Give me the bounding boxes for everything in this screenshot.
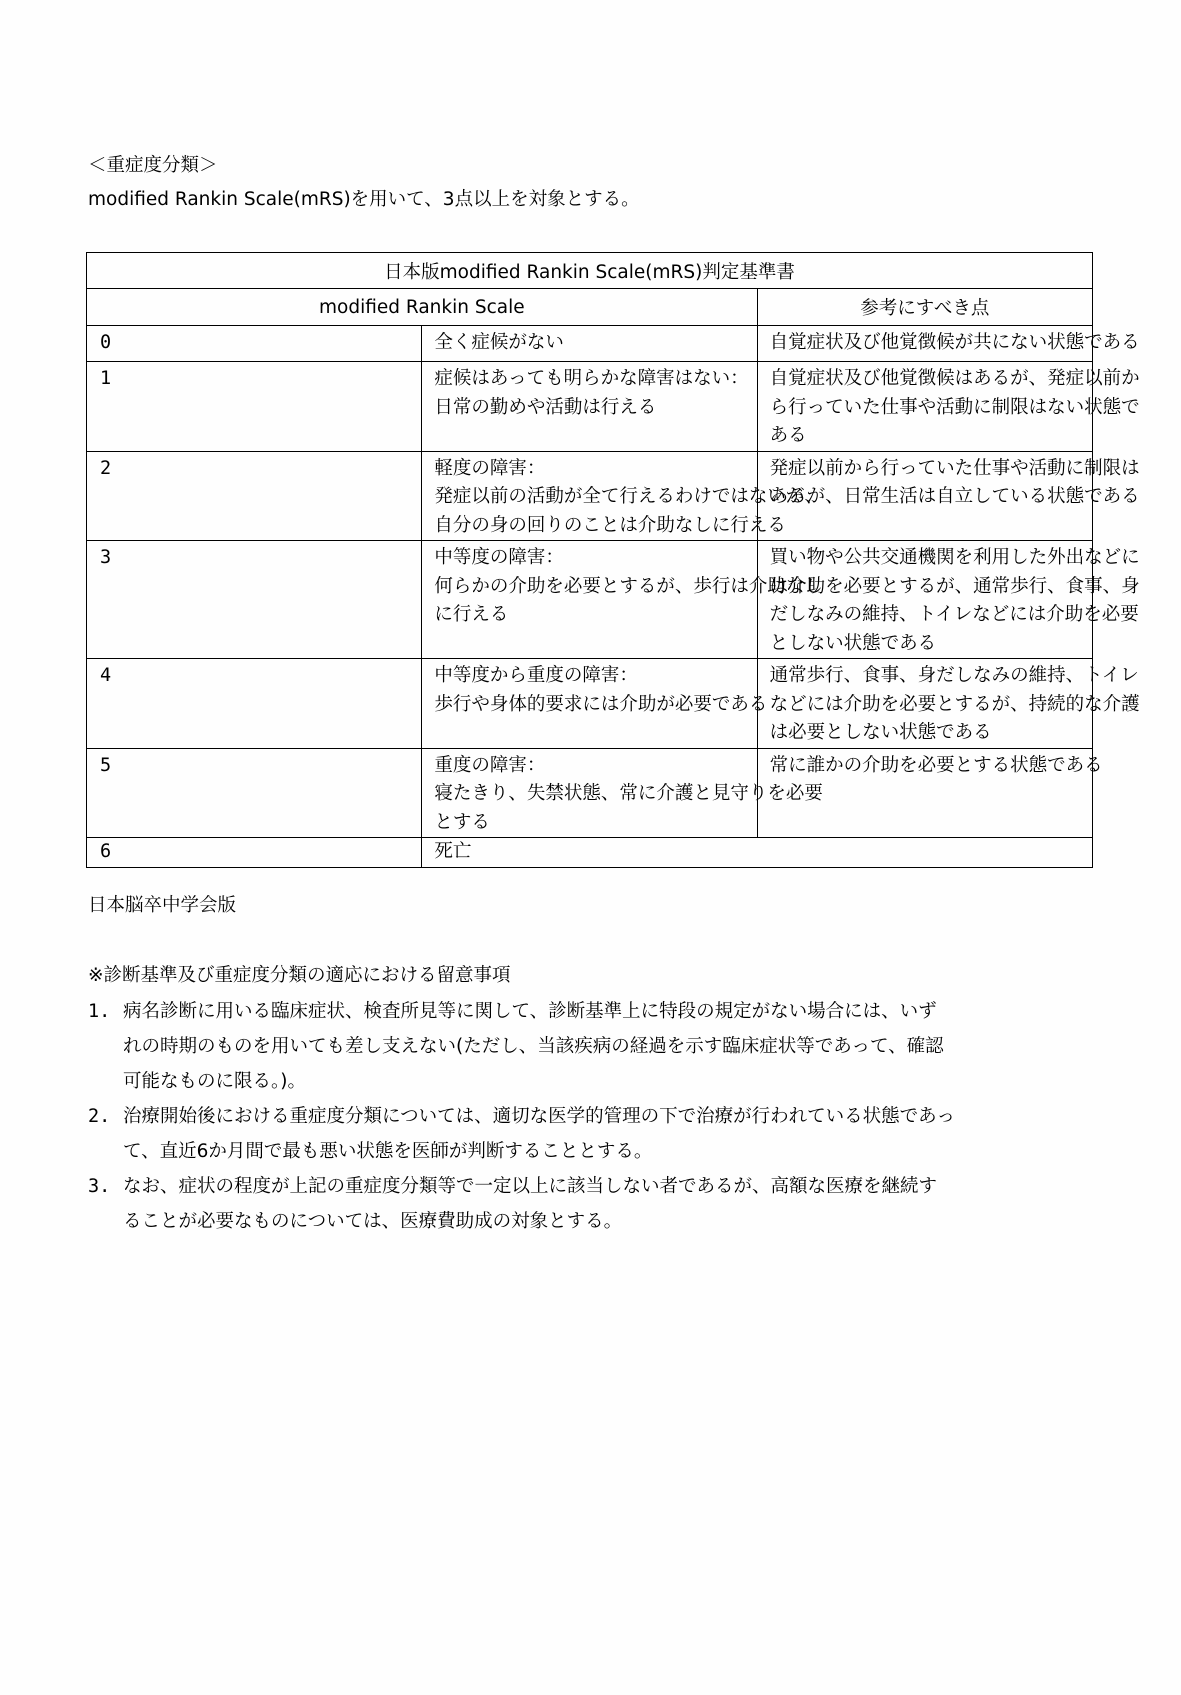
grade-description: 死亡 — [434, 841, 472, 862]
note-line: なお、症状の程度が上記の重症度分類等で一定以上に該当しない者であるが、高額な医療を継続す — [123, 1176, 938, 1197]
grade-description: 軽度の障害： — [434, 457, 546, 479]
note-item — [88, 1102, 1098, 1172]
note-line: 治療開始後における重症度分類については、適切な医学的管理の下で治療が行われている状態であっ — [123, 1106, 955, 1127]
note-line: て、直近6か月間で最も悪い状態を医師が判断することとする。 — [123, 1141, 653, 1162]
grade-reference: 買い物や公共交通機関を利用した外出などに — [769, 547, 1140, 568]
grade-description: 自分の身の回りのことは介助なしに行える — [434, 514, 786, 536]
grade-reference: ある — [769, 425, 807, 446]
grade-number: 3 — [100, 547, 112, 568]
grade-reference: などには介助を必要とするが、持続的な介護 — [769, 693, 1140, 715]
grade-number: 5 — [100, 754, 112, 776]
note-number: 2. — [88, 1106, 111, 1127]
grade-description: 中等度から重度の障害： — [434, 665, 638, 686]
column-header-scale: modified Rankin Scale — [87, 289, 758, 326]
grade-description: 歩行や身体的要求には介助が必要である — [434, 693, 768, 715]
table-title: 日本版modified Rankin Scale(mRS)判定基準書 — [87, 253, 1093, 289]
table-row — [87, 451, 1093, 541]
grade-reference: 自覚症状及び他覚徴候はあるが、発症以前か — [769, 368, 1140, 389]
note-line: ることが必要なものについては、医療費助成の対象とする。 — [123, 1211, 623, 1232]
grade-reference: あるが、日常生活は自立している状態である — [769, 486, 1140, 507]
table-row — [87, 541, 1093, 659]
grade-description: に行える — [434, 604, 509, 625]
grade-description: 症候はあっても明らかな障害はない： — [434, 368, 749, 389]
table-row — [87, 326, 1093, 362]
grade-description: 重度の障害： — [434, 754, 546, 776]
grade-description: 何らかの介助を必要とするが、歩行は介助なし — [434, 575, 823, 597]
column-header-reference: 参考にすべき点 — [757, 289, 1092, 326]
note-line: 可能なものに限る。)。 — [123, 1071, 306, 1092]
section-heading: ＜重症度分類＞ — [88, 155, 218, 176]
note-item — [88, 997, 1098, 1102]
table-row — [87, 362, 1093, 452]
table-row — [87, 659, 1093, 749]
notes-title: ※診断基準及び重症度分類の適応における留意事項 — [88, 965, 511, 986]
grade-number: 2 — [100, 457, 112, 479]
source-attribution: 日本脳卒中学会版 — [88, 895, 237, 916]
note-line: 病名診断に用いる臨床症状、検査所見等に関して、診断基準上に特段の規定がない場合には、いず — [123, 1001, 937, 1022]
note-item — [88, 1172, 1098, 1242]
note-number: 3. — [88, 1176, 111, 1197]
grade-description: 中等度の障害： — [434, 547, 564, 568]
table-row — [87, 838, 1093, 868]
note-number: 1. — [88, 1001, 111, 1022]
grade-description: とする — [434, 811, 490, 833]
intro-text: modified Rankin Scale(mRS)を用いて、3点以上を対象とする。 — [88, 189, 640, 210]
table-row — [87, 748, 1093, 838]
mrs-table — [86, 252, 1140, 868]
grade-number: 4 — [100, 665, 112, 686]
grade-reference: 発症以前から行っていた仕事や活動に制限は — [769, 457, 1140, 479]
grade-reference: ら行っていた仕事や活動に制限はない状態で — [769, 396, 1140, 418]
grade-description: 日常の勤めや活動は行える — [434, 396, 657, 418]
grade-reference: は必要としない状態である — [769, 722, 992, 743]
grade-number: 6 — [100, 841, 112, 862]
note-line: れの時期のものを用いても差し支えない(ただし、当該疾病の経過を示す臨床症状等であって、確認 — [123, 1036, 944, 1057]
grade-description: 寝たきり、失禁状態、常に介護と見守りを必要 — [434, 783, 823, 804]
grade-description: 全く症候がない — [434, 332, 564, 353]
grade-reference: 常に誰かの介助を必要とする状態である — [769, 754, 1103, 776]
grade-number: 0 — [100, 332, 112, 353]
grade-reference: 通常歩行、食事、身だしなみの維持、トイレ — [769, 665, 1139, 686]
grade-reference: は介助を必要とするが、通常歩行、食事、身 — [769, 575, 1140, 597]
notes-list — [88, 997, 1098, 1242]
grade-reference: 自覚症状及び他覚徴候が共にない状態である — [769, 332, 1140, 353]
grade-reference: としない状態である — [769, 632, 937, 654]
grade-description: 発症以前の活動が全て行えるわけではないが、 — [434, 486, 823, 507]
grade-reference: だしなみの維持、トイレなどには介助を必要 — [769, 604, 1139, 625]
grade-number: 1 — [100, 368, 112, 389]
